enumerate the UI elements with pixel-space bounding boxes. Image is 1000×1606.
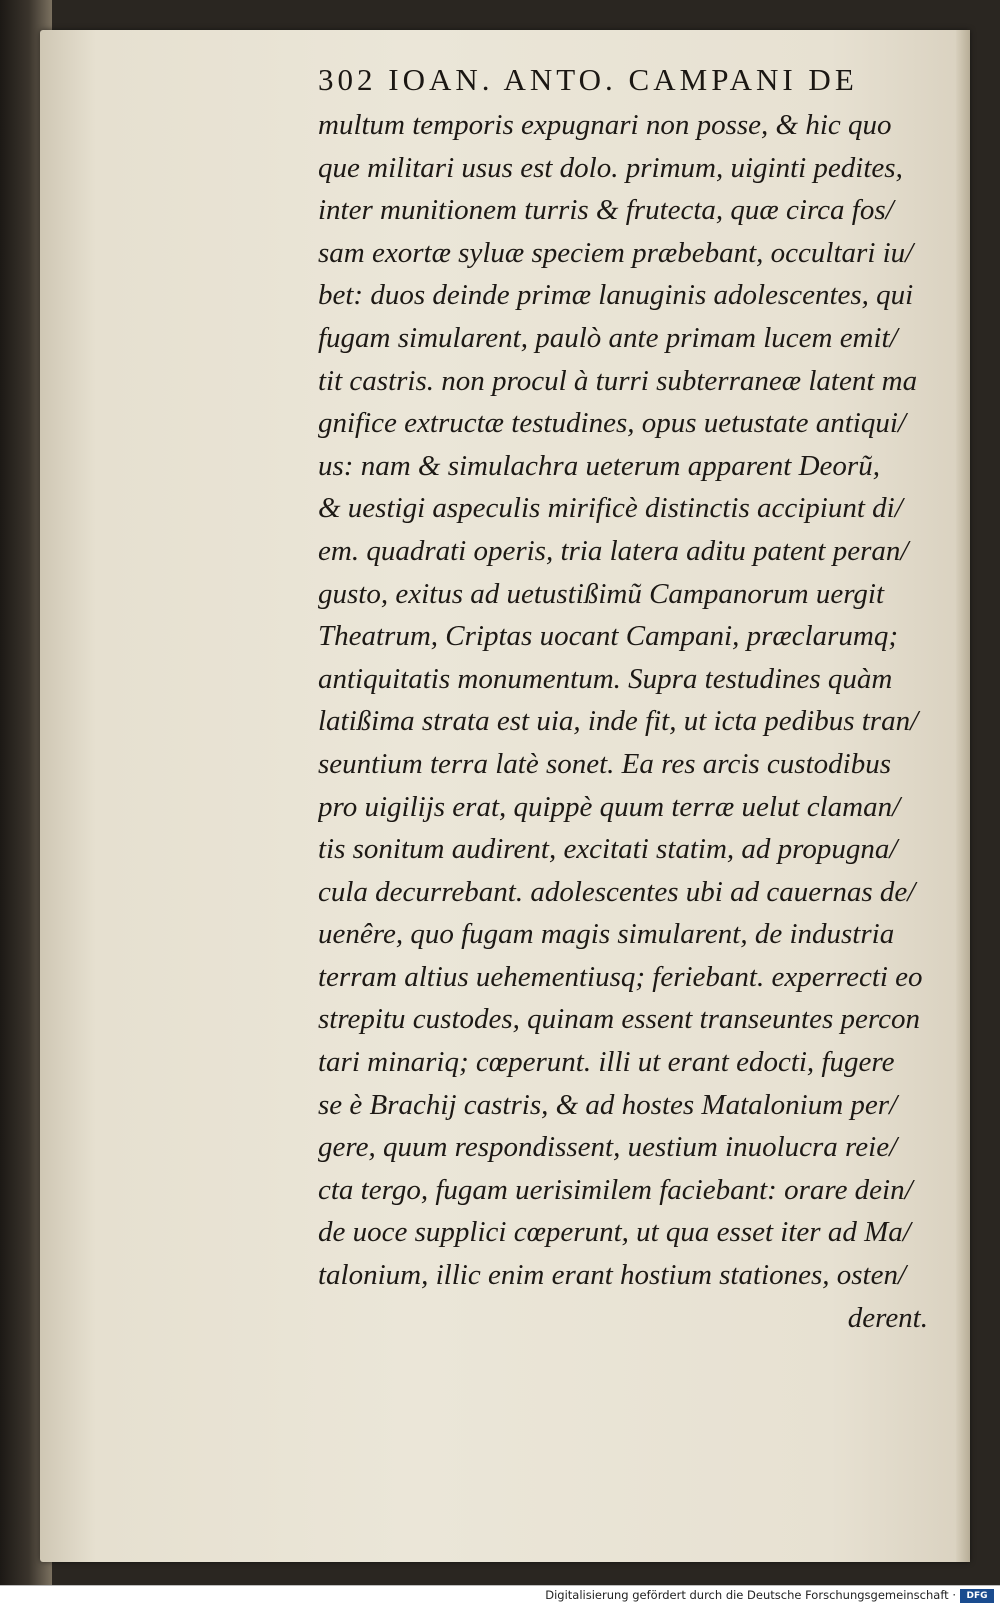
text-line: gere, quum respondissent, uestium inuolucra reie/ — [318, 1131, 898, 1164]
text-line: cta tergo, fugam uerisimilem faciebant: orare dein/ — [318, 1173, 913, 1206]
text-block — [318, 104, 928, 1339]
text-line: tit castris. non procul à turri subterraneæ latent ma — [318, 364, 918, 397]
text-line: tari minariq; cœperunt. illi ut erant edocti, fugere — [318, 1046, 895, 1079]
text-line: talonium, illic enim erant hostium stationes, osten/ — [318, 1259, 907, 1292]
text-line: terram altius uehementiusq; feriebant. experrecti eo — [318, 960, 923, 993]
footer-bar — [0, 1585, 1000, 1606]
text-line: & uestigi aspeculis mirificè distinctis accipiunt di/ — [318, 492, 903, 525]
text-line: latißima strata est uia, inde fit, ut icta pedibus tran/ — [318, 705, 919, 738]
text-line: inter munitionem turris & frutecta, quæ circa fos/ — [318, 194, 894, 227]
footer-credit: Digitalisierung gefördert durch die Deutsche Forschungsgemeinschaft · — [545, 1588, 956, 1602]
text-line: fugam simularent, paulò ante primam lucem emit/ — [318, 321, 898, 354]
text-line: uenêre, quo fugam magis simularent, de industria — [318, 918, 895, 951]
text-line: Theatrum, Criptas uocant Campani, præclarumq; — [318, 620, 899, 653]
text-line: pro uigilijs erat, quippè quum terræ uelut claman/ — [318, 790, 901, 823]
text-line: us: nam & simulachra ueterum apparent Deorũ, — [318, 449, 880, 482]
text-line: que militari usus est dolo. primum, uiginti pedites, — [318, 151, 903, 184]
text-line: strepitu custodes, quinam essent transeuntes percon — [318, 1003, 920, 1036]
text-line: seuntium terra latè sonet. Ea res arcis custodibus — [318, 747, 891, 780]
text-line-final: derent. — [847, 1301, 928, 1334]
text-line: gusto, exitus ad uetustißimũ Campanorum uergit — [318, 577, 885, 610]
page-edge — [956, 30, 970, 1562]
text-line: multum temporis expugnari non posse, & hic quo — [318, 109, 892, 141]
running-head: 302 IOAN. ANTO. CAMPANI DE — [318, 62, 858, 97]
text-line: bet: duos deinde primæ lanuginis adolescentes, qui — [318, 279, 914, 312]
dfg-logo[interactable]: DFG — [960, 1589, 994, 1603]
text-line: cula decurrebant. adolescentes ubi ad cauernas de/ — [318, 875, 916, 908]
text-line: tis sonitum audirent, excitati statim, ad propugna/ — [318, 833, 898, 866]
text-line: em. quadrati operis, tria latera aditu patent peran/ — [318, 534, 909, 567]
text-line: de uoce supplici cœperunt, ut qua esset iter ad Ma/ — [318, 1216, 911, 1249]
text-line: gnifice extructæ testudines, opus uetustate antiqui/ — [318, 407, 906, 440]
text-line: antiquitatis monumentum. Supra testudines quàm — [318, 662, 893, 695]
text-line: se è Brachij castris, & ad hostes Matalonium per/ — [318, 1088, 898, 1121]
text-line: sam exortæ syluæ speciem præbebant, occultari iu/ — [318, 236, 914, 269]
